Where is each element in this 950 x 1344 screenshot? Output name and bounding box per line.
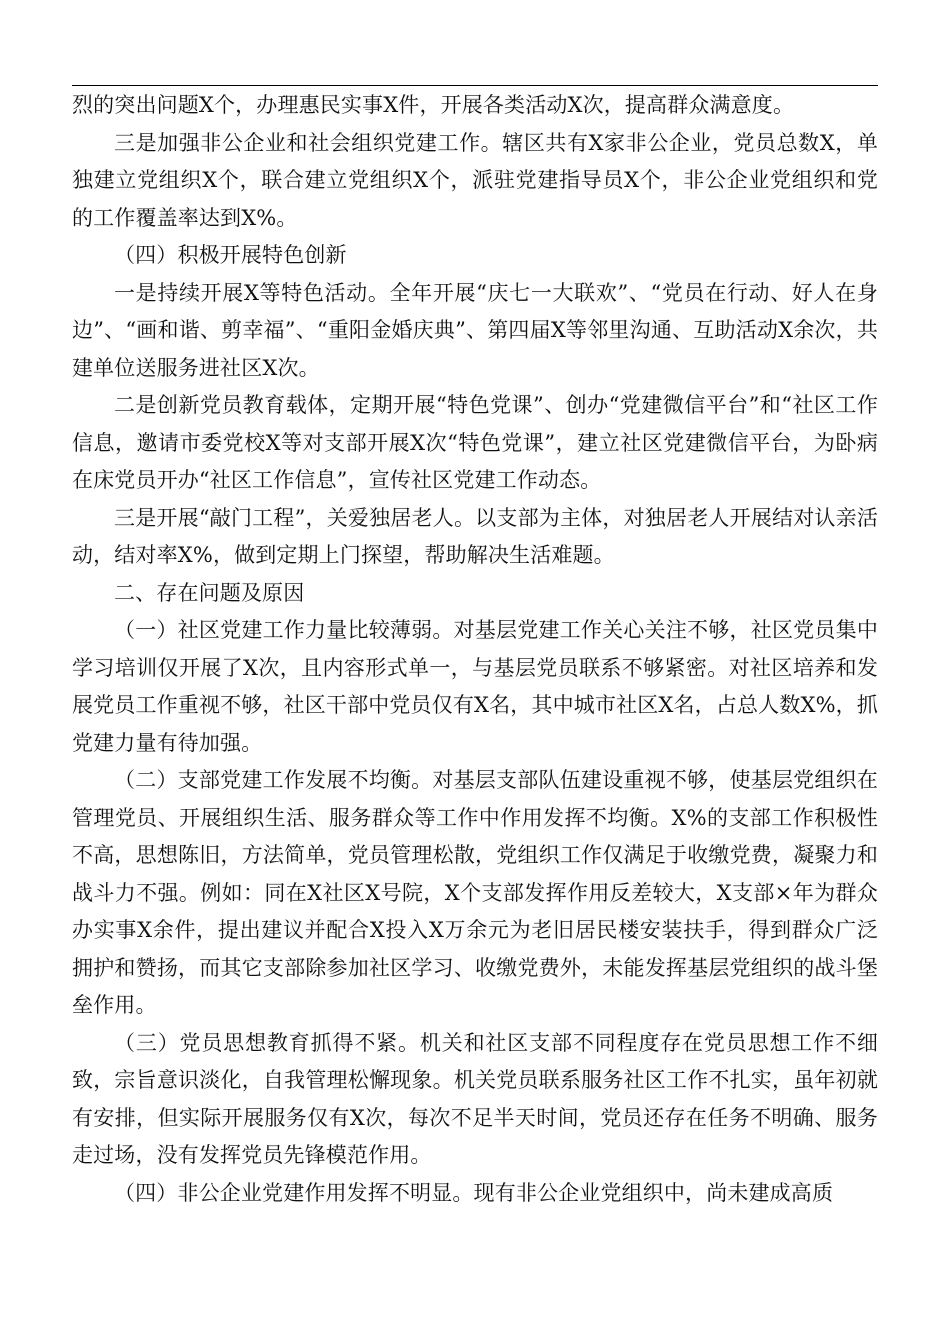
paragraph-feature-activities: 一是持续开展X等特色活动。全年开展“庆七一大联欢”、“党员在行动、好人在身边”、“画和谐、剪幸福”、“重阳金婚庆典”、第四届X等邻里沟通、互助活动X余次，共建单位送服务进社区X次。 (72, 280, 878, 380)
paragraph-problem-2: （二）支部党建工作发展不均衡。对基层支部队伍建设重视不够，使基层党组织在管理党员、开展组织生活、服务群众等工作中作用发挥不均衡。X%的支部工作积极性不高，思想陈旧，方法简单，党员管理松散，党组织工作仅满足于收缴党费，凝聚力和战斗力不强。例如：同在X社区X号院，X个支部发挥作用反差较大，X支部×年为群众办实事X余件，提出建议并配合X投入X万余元为老旧居民楼安装扶手，得到群众广泛拥护和赞扬，而其它支部除参加社区学习、收缴党费外，未能发挥基层党组织的战斗堡垒作用。 (72, 768, 878, 1017)
paragraph-continued: 烈的突出问题X个，办理惠民实事X件，开展各类活动X次，提高群众满意度。 (72, 93, 795, 117)
paragraph-problem-4: （四）非公企业党建作用发挥不明显。现有非公企业党组织中，尚未建成高质 (114, 1180, 834, 1205)
paragraph-knocking-door-project: 三是开展“敲门工程”，关爱独居老人。以支部为主体，对独居老人开展结对认亲活动，结对率X%，做到定期上门探望，帮助解决生活难题。 (72, 505, 878, 567)
document-body (72, 87, 878, 1212)
paragraph-party-education-carrier: 二是创新党员教育载体，定期开展“特色党课”、创办“党建微信平台”和“社区工作信息，邀请市委党校X等对支部开展X次“特色党课”，建立社区党建微信平台，为卧病在床党员开办“社区工作信息”，宣传社区党建工作动态。 (72, 393, 878, 492)
paragraph-nonpublic-enterprise-party-building: 三是加强非公企业和社会组织党建工作。辖区共有X家非公企业，党员总数X，单独建立党组织X个，联合建立党组织X个，派驻党建指导员X个，非公企业党组织和党的工作覆盖率达到X%。 (72, 130, 878, 230)
paragraph-problem-1: （一）社区党建工作力量比较薄弱。对基层党建工作关心关注不够，社区党员集中学习培训仅开展了X次，且内容形式单一，与基层党员联系不够紧密。对社区培养和发展党员工作重视不够，社区干部中党员仅有X名，其中城市社区X名，占总人数X%，抓党建力量有待加强。 (72, 618, 878, 755)
section-heading-feature-innovation: （四）积极开展特色创新 (114, 243, 347, 267)
paragraph-problem-3: （三）党员思想教育抓得不紧。机关和社区支部不同程度存在党员思想工作不细致，宗旨意识淡化，自我管理松懈现象。机关党员联系服务社区工作不扎实，虽年初就有安排，但实际开展服务仅有X次，每次不足半天时间，党员还存在任务不明确、服务走过场，没有发挥党员先锋模范作用。 (72, 1030, 878, 1167)
header-rule (72, 85, 878, 86)
section-heading-problems-causes: 二、存在问题及原因 (114, 580, 305, 605)
